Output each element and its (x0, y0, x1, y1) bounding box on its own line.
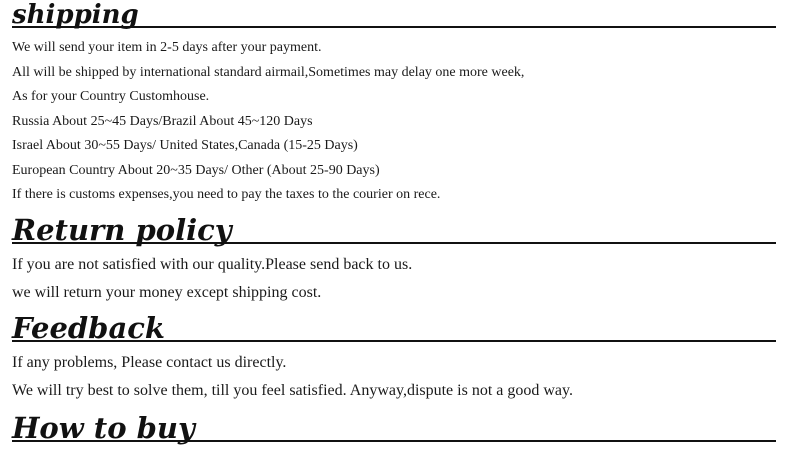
return-policy-line: we will return your money except shipping cost. (12, 284, 322, 301)
how-to-buy-heading: How to buy (12, 414, 776, 442)
feedback-text (12, 349, 776, 406)
feedback-heading: Feedback (12, 314, 776, 342)
shipping-line: If there is customs expenses,you need to pay the taxes to the courier on rece. (12, 187, 441, 202)
shipping-section (12, 2, 776, 208)
feedback-line: If any problems, Please contact us directly. (12, 353, 287, 371)
how-to-buy-section (12, 410, 776, 445)
policy-document (12, 0, 776, 445)
shipping-line: European Country About 20~35 Days/ Other (About 25-90 Days) (12, 162, 380, 178)
shipping-line: All will be shipped by international standard airmail,Sometimes may delay one more week, (12, 64, 525, 80)
feedback-line: We will try best to solve them, till you feel satisfied. Anyway,dispute is not a good way. (12, 382, 573, 399)
shipping-text (12, 36, 776, 208)
shipping-heading: shipping (12, 2, 776, 28)
shipping-line: As for your Country Customhouse. (12, 89, 210, 104)
shipping-line: Russia About 25~45 Days/Brazil About 45~120 Days (12, 113, 313, 129)
feedback-section (12, 310, 776, 406)
return-policy-line: If you are not satisfied with our quality.Please send back to us. (12, 255, 413, 273)
shipping-line: We will send your item in 2-5 days after your payment. (12, 40, 322, 55)
return-policy-section (12, 212, 776, 308)
return-policy-text (12, 251, 776, 308)
return-policy-heading: Return policy (12, 216, 776, 244)
shipping-line: Israel About 30~55 Days/ United States,Canada (15-25 Days) (12, 138, 358, 153)
